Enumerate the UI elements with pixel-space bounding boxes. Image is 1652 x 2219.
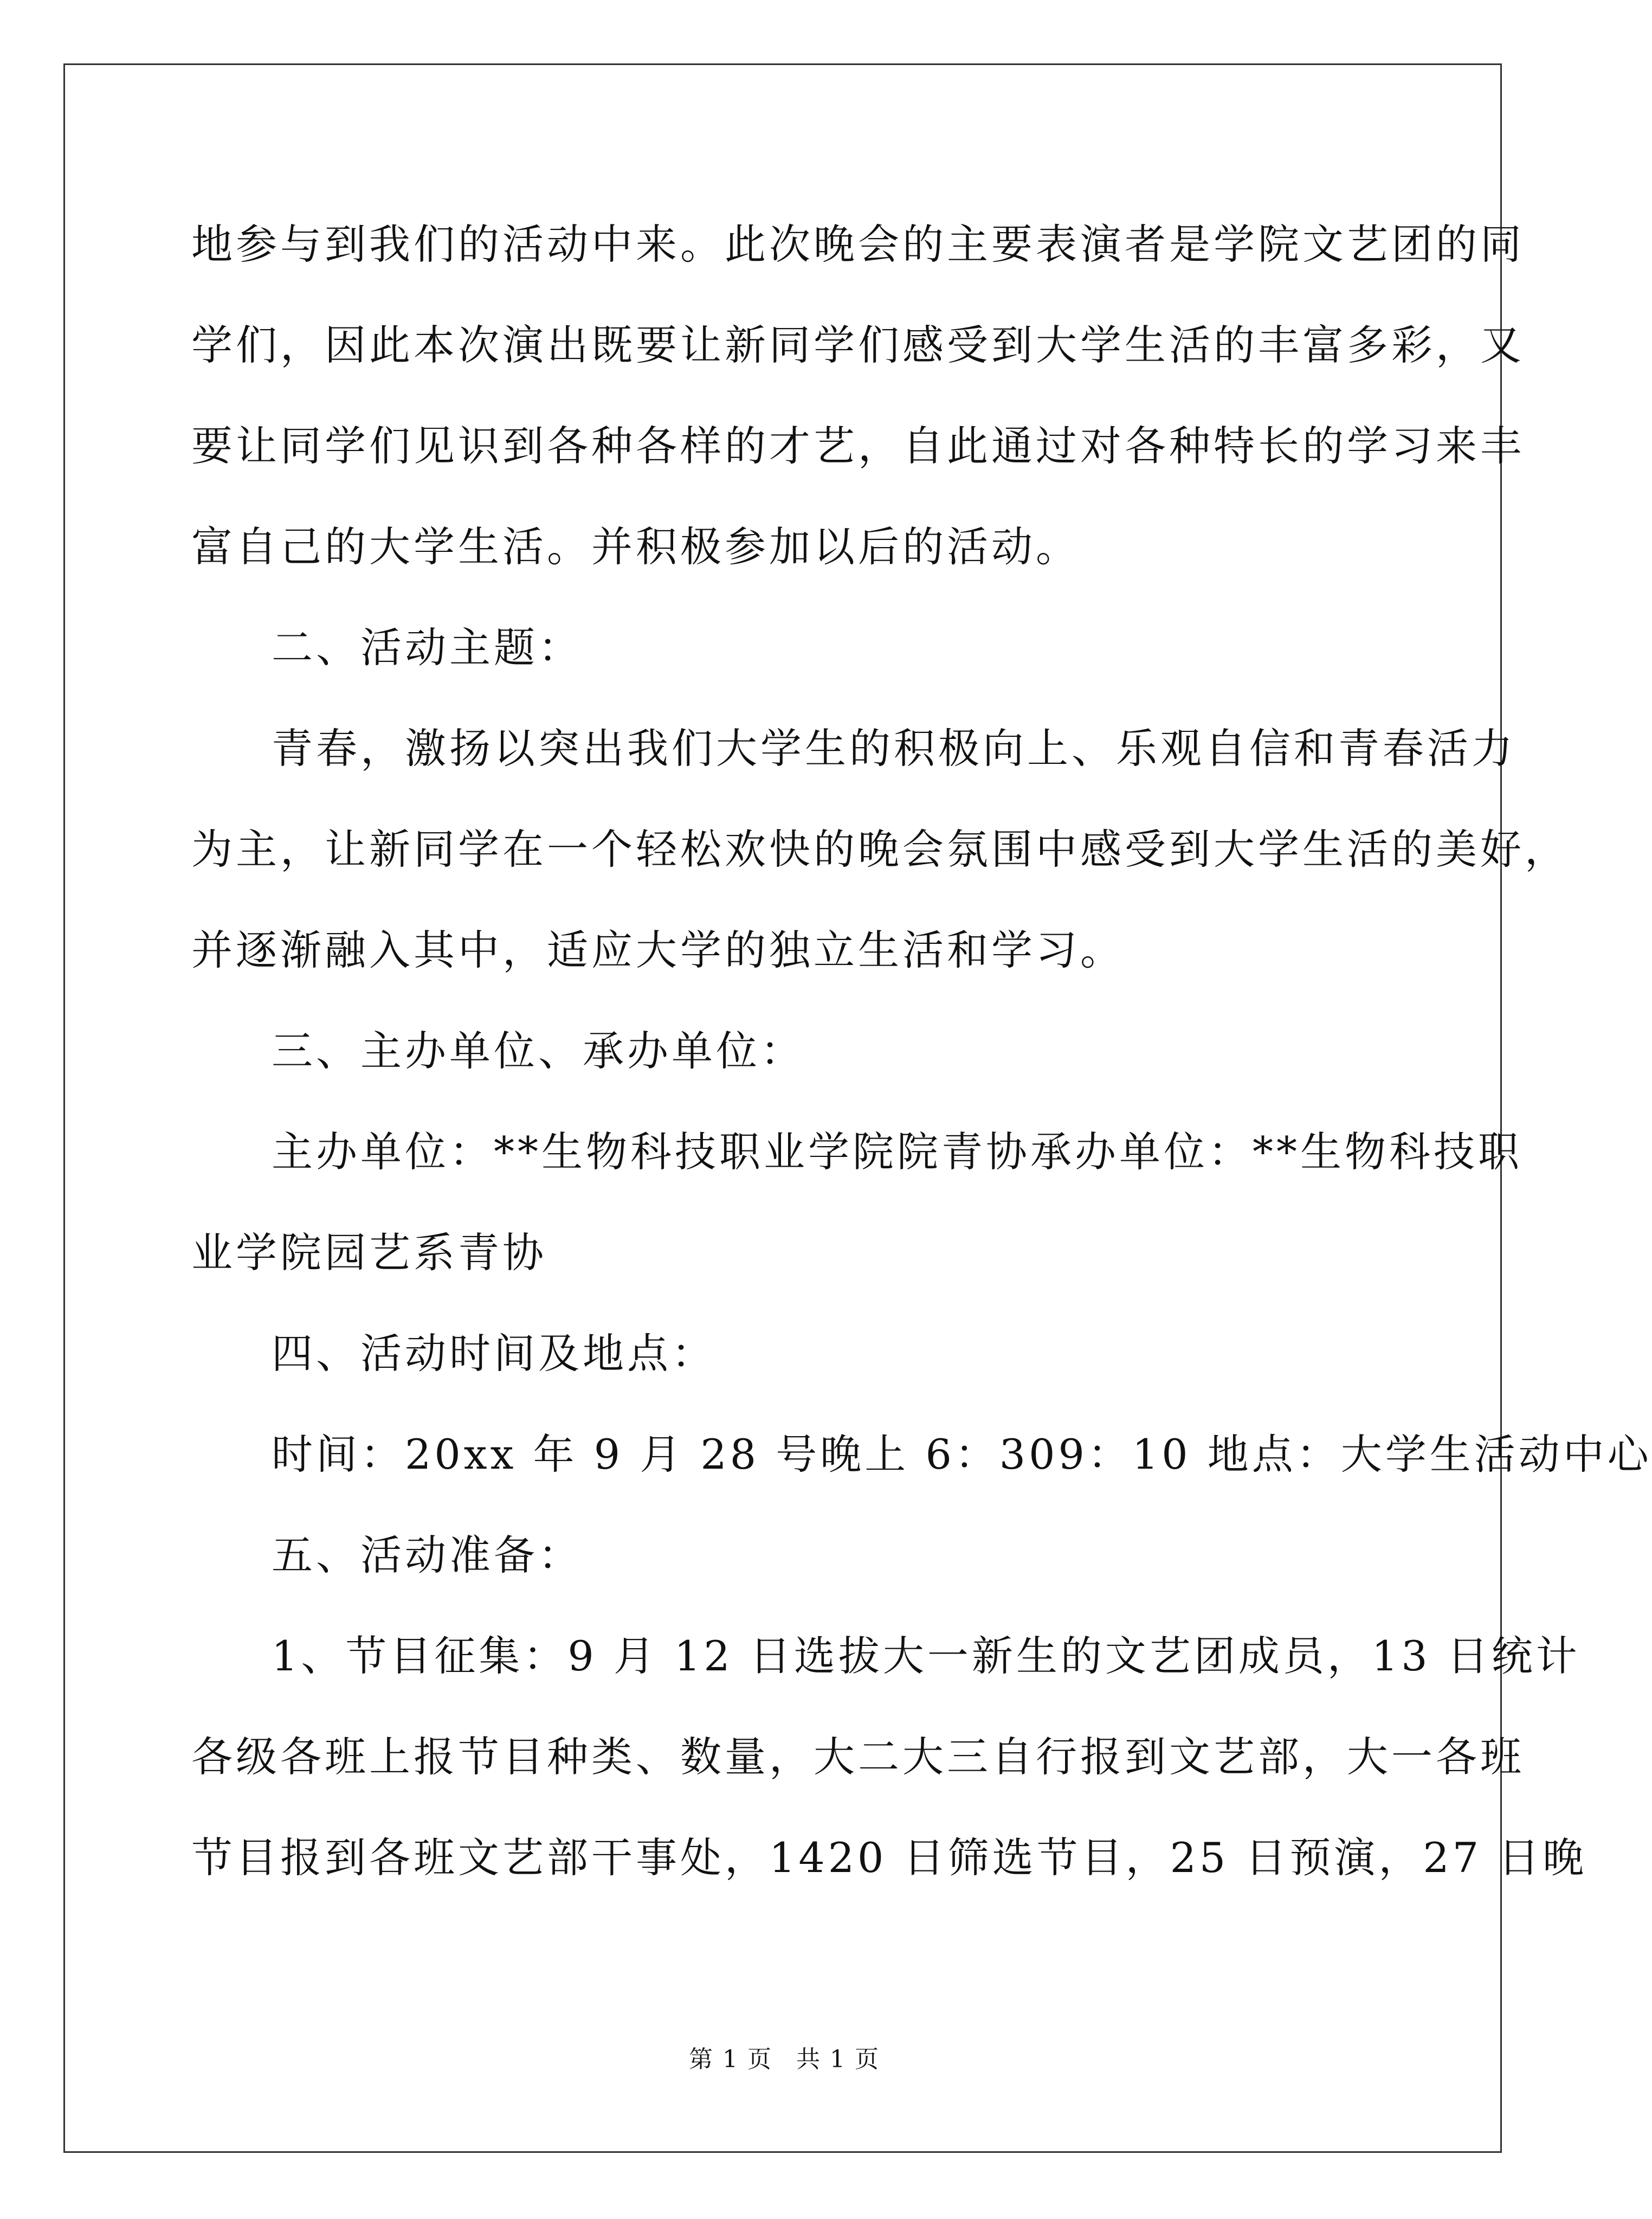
body-line-2: 学们，因此本次演出既要让新同学们感受到大学生活的丰富多彩，又 [191, 321, 1525, 369]
page-footer [0, 2040, 1569, 2074]
body-line-13: 时间：20xx 年 9 月 28 号晚上 6：309：10 地点：大学生活动中心 [272, 1430, 1652, 1478]
page-number-current: 第 1 页 [689, 2046, 772, 2073]
body-line-7: 为主，让新同学在一个轻松欢快的晚会氛围中感受到大学生活的美好， [191, 825, 1569, 873]
body-line-15: 1、节目征集：9 月 12 日选拔大一新生的文艺团成员，13 日统计 [272, 1632, 1580, 1680]
section-heading-theme: 二、活动主题： [272, 623, 583, 672]
body-line-17: 节目报到各班文艺部干事处，1420 日筛选节目，25 日预演，27 日晚 [191, 1834, 1588, 1882]
body-line-10: 主办单位：**生物科技职业学院院青协承办单位：**生物科技职 [272, 1128, 1522, 1176]
body-line-3: 要让同学们见识到各种各样的才艺，自此通过对各种特长的学习来丰 [191, 422, 1525, 470]
page-number-total: 共 1 页 [796, 2046, 880, 2073]
section-heading-preparation: 五、活动准备： [272, 1531, 583, 1579]
body-line-11: 业学院园艺系青协 [191, 1229, 547, 1277]
body-line-8: 并逐渐融入其中，适应大学的独立生活和学习。 [191, 926, 1125, 974]
body-line-1: 地参与到我们的活动中来。此次晚会的主要表演者是学院文艺团的同 [191, 220, 1525, 268]
section-heading-time-place: 四、活动时间及地点： [272, 1329, 716, 1378]
document-body [191, 194, 1652, 1908]
body-line-6: 青春，激扬以突出我们大学生的积极向上、乐观自信和青春活力 [272, 724, 1516, 773]
section-heading-organizers: 三、主办单位、承办单位： [272, 1027, 805, 1075]
body-line-16: 各级各班上报节目种类、数量，大二大三自行报到文艺部，大一各班 [191, 1733, 1525, 1781]
body-line-4: 富自己的大学生活。并积极参加以后的活动。 [191, 523, 1080, 571]
